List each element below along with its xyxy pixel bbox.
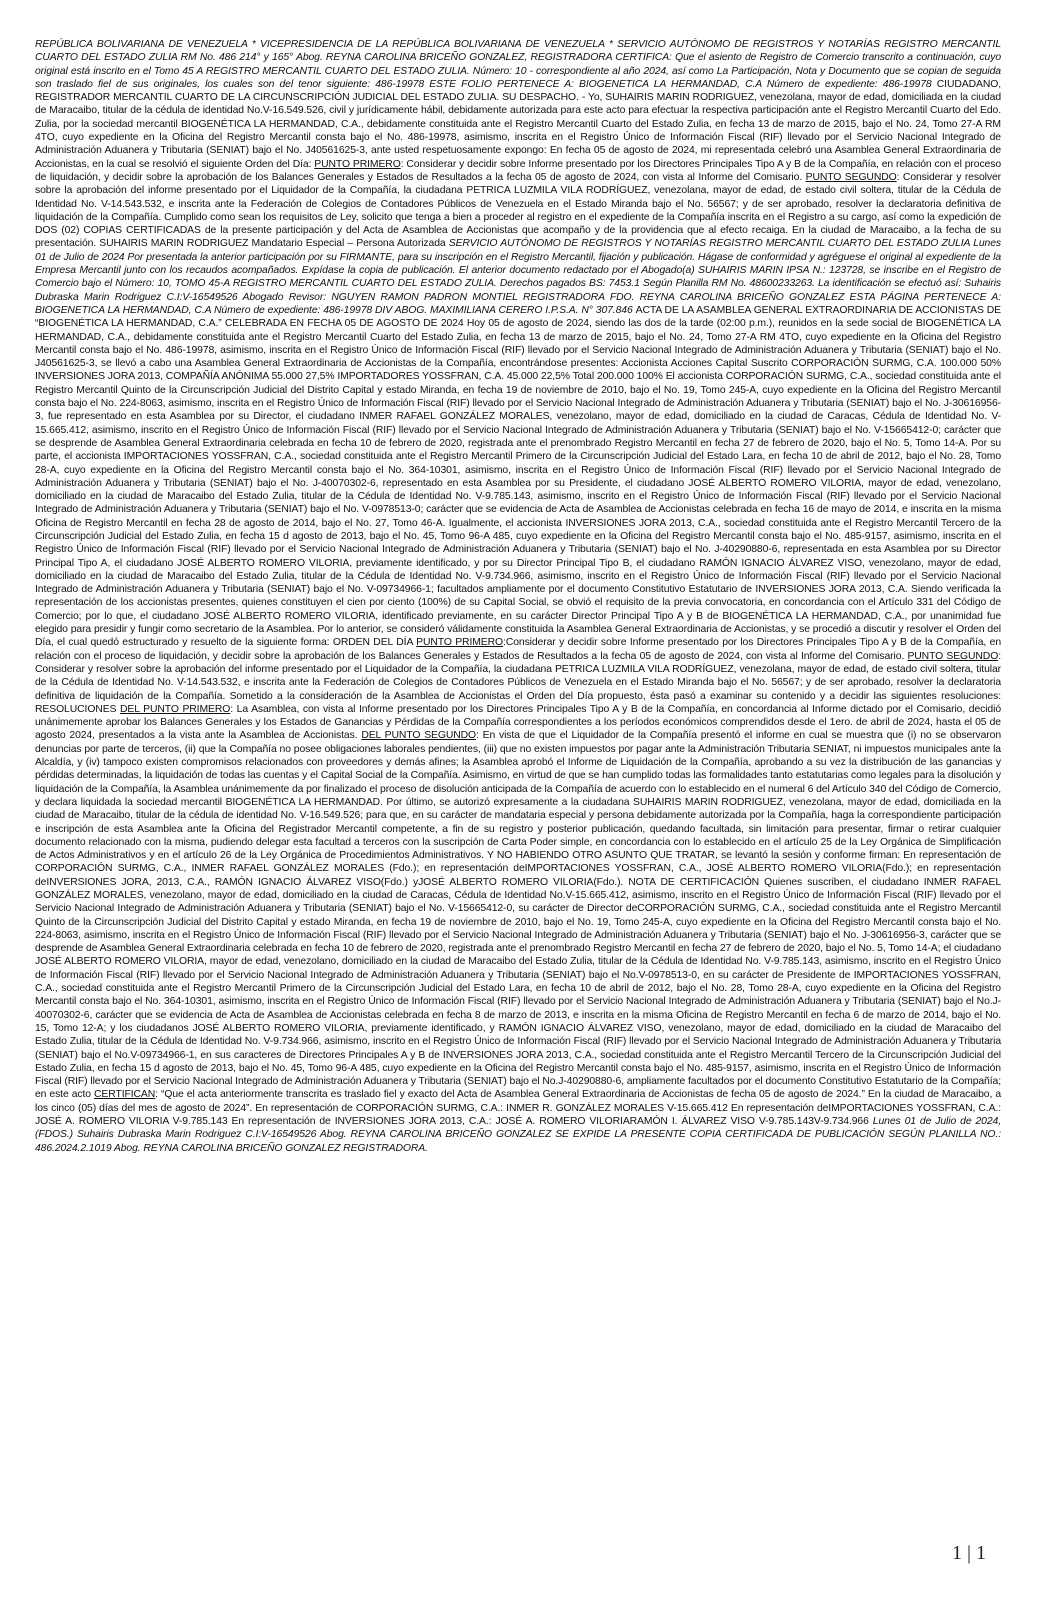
text-segment: DEL PUNTO PRIMERO — [120, 703, 231, 715]
text-segment: : Considerar y resolver sobre la aprobación del informe presentado por el Liquidador de la Compañía, la ciudadana PETRICA LUZMILA VILA RODRÍGUEZ, venezolana, mayor de edad, de estado civil soltera, titular de la Cédula de Identidad No. V-14.543.532, e inscrita ante la Federación de Colegios de Contadores Públicos de Venezuela en el Estado Miranda bajo el No. 56567; y de ser aprobado, resolver la declaratoria definitiva de liquidación de la Compañía. Cumplido como sean los requisitos de Ley, solicito que tenga a bien a proceder al registro en el expediente de la Compañía inscrita en el Registro a su cargo, así como la expedición de DOS (02) COPIAS CERTIFICADAS de la presente participación y del Acta de Asamblea de Accionistas que acompaño y de la providencia que al efecto recaiga. En la ciudad de Maracaibo, a la fecha de su presentación. SUHAIRIS MARIN RODRIGUEZ Mandatario Especial – Persona Autorizada — [35, 171, 1001, 250]
text-segment: REPÚBLICA BOLIVARIANA DE VENEZUELA * VICEPRESIDENCIA DE LA REPÚBLICA BOLIVARIANA DE VENEZUELA * SERVICIO AUTÓNOMO DE REGISTROS Y NOTARÍAS REGISTRO MERCANTIL CUARTO DEL ESTADO ZULIA RM No. 486 214° y 165° Abog. REYNA CAROLINA BRICEÑO GONZALEZ, REGISTRADORA CERTIFICA: Que el asiento de Registro de Comercio transcrito a continuación, cuyo original está inscrito en el Tomo 45 A REGISTRO MERCANTIL CUARTO DEL ESTADO ZULIA. Número: 10 - correspondiente al año 2024, así como La Participación, Nota y Documento que se copian de seguida son traslado fiel de sus originales, los cuales son del tenor siguiente: 486-19978 ESTE FOLIO PERTENECE A: BIOGENETICA LA HERMANDAD, C.A Número de expediente: 486-19978 — [35, 39, 1001, 90]
document-body — [35, 38, 1001, 1155]
text-segment: DEL PUNTO SEGUNDO — [361, 730, 477, 742]
text-segment: PUNTO PRIMERO — [314, 158, 401, 170]
text-segment: : En vista de que el Liquidador de la Compañía presentó el informe en cual se muestra que (i) no se observaron denuncias por parte de terceros, (ii) que la Compañía no posee obligaciones laborales pendientes, (iii) que no existen impuestos por pagar ante la Administración Tributaria SENIAT, ni impuestos municipales ante la Alcaldía, y (iv) tampoco existen compromisos relacionados con proveedores y demás afines; la Asamblea aprobó el Informe de Liquidación de la Compañía, aprobando a su vez la distribución de las ganancias y pérdidas determinadas, la liquidación de todas las cuentas y el Capital Social de la Compañía. Asimismo, en virtud de que se han cumplido todas las formalidades tanto estatutarias como legales para la disolución y liquidación de la Compañía, la Asamblea unánimemente da por finalizado el proceso de disolución anticipada de la Compañía de acuerdo con lo establecido en el numeral 6 del Artículo 340 del Código de Comercio, y declara liquidada la sociedad mercantil BIOGENÉTICA LA HERMANDAD. Por último, se autorizó expresamente a la ciudadana SUHAIRIS MARIN RODRIGUEZ, venezolana, mayor de edad, domiciliada en la ciudad de Maracaibo, titular de la cédula de identidad No. V-16.549.526; para que, en su carácter de mandataria especial y persona debidamente autorizada por la Compañía, haga la correspondiente participación e inscripción de esta Asamblea ante la Oficina del Registrador Mercantil competente, a fin de su registro y posterior publicación, quedando facultada, sin limitación para presentar, firmar o retirar cualquier documento relacionado con la misma, pudiendo delegar esta facultad a terceros con la suscripción de Carta Poder simple, en concordancia con lo establecido en el artículo 25 de la Ley Orgánica de Simplificación de Actos Administrativos y en el artículo 26 de la Ley Orgánica de Procedimientos Administrativos. Y NO HABIENDO OTRO ASUNTO QUE TRATAR, se levantó la sesión y conforme firman: En representación de CORPORACIÓN SURMG, C.A., INMER RAFAEL GONZÁLEZ MORALES (Fdo.); en representación deIMPORTACIONES YOSSFRAN, C.A., JOSÉ ALBERTO ROMERO VILORIA(Fdo.); en representación deINVERSIONES JORA, 2013, C.A., RAMÓN IGNACIO ÁLVAREZ VISO(Fdo.) yJOSÉ ALBERTO ROMERO VILORIA(Fdo.). NOTA DE CERTIFICACIÓN Quienes suscriben, el ciudadano INMER RAFAEL GONZÁLEZ MORALES, venezolano, mayor de edad, domiciliado en la ciudad de Caracas, Cédula de Identidad No.V-15.665.412, asimismo, inscrito en el Registro Único de Información Fiscal (RIF) llevado por el Servicio Nacional Integrado de Administración Aduanera y Tributaria (SENIAT) bajo el No. V-15665412-0, su carácter de Director deCORPORACIÓN SURMG, C.A., sociedad constituida ante el Registro Mercantil Quinto de la Circunscripción Judicial del Distrito Capital y estado Miranda, en fecha 19 de noviembre de 2010, bajo el No. 19, Tomo 245-A, cuyo expediente en la Oficina del Registro Mercantil consta bajo el No. 224-8063, asimismo, inscrita en el Registro Único de Información Fiscal (RIF) llevado por el Servicio Nacional Integrado de Administración Aduanera y Tributaria (SENIAT) bajo el No. J-30616956-3, carácter que se desprende de Asamblea General Extraordinaria celebrada en fecha 10 de febrero de 2020, registrada ante el prenombrado Registro Mercantil en fecha 27 de febrero de 2020, bajo el No. 5, Tomo 14-A; el ciudadano JOSÉ ALBERTO ROMERO VILORIA, mayor de edad, venezolano, domiciliado en la ciudad de Maracaibo del Estado Zulia, titular de la Cédula de Identidad No. V-9.785.143, asimismo, inscrito en el Registro Único de Información Fiscal (RIF) llevado por el Servicio Nacional Integrado de Administración Aduanera y Tributaria (SENIAT) bajo el No.V-0978513-0, en su carácter de Presidente de IMPORTACIONES YOSSFRAN, C.A., sociedad constituida ante el Registro Mercantil Primero de la Circunscripción Judicial del Estado Lara, en fecha 10 de abril de 2012, bajo el No. 28, Tomo 28-A, cuyo expediente en la Oficina del Registro Mercantil consta bajo el No. 364-10301, asimismo, inscrita en el Registro Único de Información Fiscal (RIF) llevado por el Servicio Nacional Integrado de Administración Aduanera y Tributaria (SENIAT) bajo el No.J-40070302-6, carácter que se evidencia de Acta de Asamblea de Accionistas celebrada en fecha 8 de marzo de 2013, e inscrita en la misma Oficina de Registro Mercantil en fecha 6 de marzo de 2014, bajo el No. 15, Tomo 12-A; y los ciudadanos JOSÉ ALBERTO ROMERO VILORIA, previamente identificado, y RAMÓN IGNACIO ÁLVAREZ VISO, venezolano, mayor de edad, domiciliado en la ciudad de Maracaibo del Estado Zulia, titular de la Cédula de Identidad No. V-9.734.966, asimismo, inscrito en el Registro Único de Información Fiscal (RIF) llevado por el Servicio Nacional Integrado de Administración Aduanera y Tributaria (SENIAT) bajo el No.V-09734966-1, en sus caracteres de Directores Principales A y B de INVERSIONES JORA 2013, C.A., sociedad constituida ante el Registro Mercantil Tercero de la Circunscripción Judicial del Estado Zulia, en fecha 15 d agosto de 2013, bajo el No. 45, Tomo 96-A 485, cuyo expediente en la Oficina del Registro Mercantil consta bajo el No. 485-9157, asimismo, inscrita en el Registro Único de Información Fiscal (RIF) llevado por el Servicio Nacional Integrado de Administración Aduanera y Tributaria (SENIAT) bajo el No.J-40290880-6, ampliamente facultados por el documento Constitutivo Estatutario de la Compañía; en este acto — [35, 730, 1002, 1101]
text-segment: :Considerar y decidir sobre Informe presentado por los Directores Principales Tipo A y B de la Compañía, en relación con el proceso de liquidación, y decidir sobre la aprobación de los Balances Generales y Estados de Resultados a la fecha 05 de agosto de 2024, con vista al Informe del Comisario. — [35, 637, 1001, 662]
text-segment: SERVICIO AUTÓNOMO DE REGISTROS Y NOTARÍAS REGISTRO MERCANTIL CUARTO DEL ESTADO ZULIA Lunes 01 de Julio de 2024 Por presentada la anterior participación por su FIRMANTE, para su inscripción en el Registro Mercantil, fijación y publicación. Hágase de conformidad y agréguese el original al expediente de la Empresa Mercantil junto con los recaudos acompañados. Expídase la copia de publicación. El anterior documento redactado por el Abogado(a) SUHAIRIS MARIN IPSA N.: 123728, se inscribe en el Registro de Comercio bajo el Número: 10, TOMO 45-A REGISTRO MERCANTIL CUARTO DEL ESTADO ZULIA. Derechos pagados BS: 7453.1 Según Planilla RM No. 48600233263. La identificación se efectuó así: Suhairis Dubraska Marin Rodriguez C.I:V-16549526 Abogado Revisor: NGUYEN RAMON PADRON MONTIEL REGISTRADORA FDO. REYNA CAROLINA BRICEÑO GONZALEZ ESTA PÁGINA PERTENECE A: BIOGENETICA LA HERMANDAD, C.A Número de expediente: 486-19978 DIV ABOG. MAXIMILIANA CERERO I.P.S.A. N° 307.846 — [35, 238, 1002, 316]
text-segment: Lunes 01 de Julio de 2024, (FDOS.) Suhairis Dubraska Marin Rodriguez C.I:V-16549526 Abog. REYNA CAROLINA BRICEÑO GONZALEZ SE EXPIDE LA PRESENTE COPIA CERTIFICADA DE PUBLICACIÓN SEGÚN PLANILLA NO.: 486.2024.2.1019 Abog. REYNA CAROLINA BRICEÑO GONZALEZ REGISTRADORA. — [35, 1116, 1001, 1154]
text-segment: CIUDADANO, REGISTRADOR MERCANTIL CUARTO DE LA CIRCUNSCRIPCIÓN JUDICIAL DEL ESTADO ZULIA. SU DESPACHO. - Yo, SUHAIRIS MARIN RODRIGUEZ, venezolana, mayor de edad, domiciliada en la ciudad de Maracaibo, titular de la cédula de identidad No.V-16.549.526, civil y jurídicamente hábil, debidamente autorizada para este acto para efectuar la respectiva participación ante el Registro Mercantil Cuarto del Edo. Zulia, por la sociedad mercantil BIOGENÉTICA LA HERMANDAD, C.A., debidamente constituida ante el Registro Mercantil Cuarto del Estado Zulia, en fecha 13 de marzo de 2015, bajo el No. 24, Tomo 27-A RM 4TO, cuyo expediente en la Oficina del Registro Mercantil consta bajo el No. 486-19978, asimismo, inscrita en el Registro Único de Información Fiscal (RIF) llevado por el Servicio Nacional Integrado de Administración Aduanera y Tributaria (SENIAT) bajo el No. J40561625-3, ante usted respetuosamente expongo: En fecha 05 de agosto de 2024, mi representada celebró una Asamblea General Extraordinaria de Accionistas, en la cual se resolvió el siguiente Orden del Día: — [35, 78, 1001, 170]
text-segment: : Considerar y resolver sobre la aprobación del informe presentado por el Liquidador de la Compañía, la ciudadana PETRICA LUZMILA VILA RODRÍGUEZ, venezolana, mayor de edad, de estado civil soltera, titular de la Cédula de Identidad No. V-14.543.532, e inscrita ante la Federación de Colegios de Contadores Públicos de Venezuela en el Estado Miranda bajo el No. 56567; y de ser aprobado, resolver la declaratoria definitiva de liquidación de la Compañía. Sometido a la consideración de la Asamblea de Accionistas el Orden del Día propuesto, ésta pasó a examinar su contenido y a decidir las siguientes resoluciones: RESOLUCIONES — [35, 650, 1001, 715]
page-number: 1 | 1 — [951, 1542, 986, 1564]
text-segment: ACTA DE LA ASAMBLEA GENERAL EXTRAORDINARIA DE ACCIONISTAS DE “BIOGENÉTICA LA HERMANDAD, C.A.” CELEBRADA EN FECHA 05 DE AGOSTO DE 2024 Hoy 05 de agosto de 2024, siendo las dos de la tarde (02:00 p.m.), reunidos en la sede social de BIOGENÉTICA LA HERMANDAD, C.A., debidamente constituida ante el Registro Mercantil Cuarto del Estado Zulia, en fecha 13 de marzo de 2015, bajo el No. 24, Tomo 27-A RM 4TO, cuyo expediente en la Oficina del Registro Mercantil consta bajo el No. 486-19978, asimismo, inscrita en el Registro Único de Información Fiscal (RIF) llevado por el Servicio Nacional Integrado de Administración Aduanera y Tributaria (SENIAT) bajo el No. J40561625-3, se llevó a cabo una Asamblea General Extraordinaria de Accionistas de la Compañía, encontrándose presentes: Accionista Acciones Capital Suscrito CORPORACIÓN SURMG, C.A. 100.000 50% INVERSIONES JORA 2013, COMPAÑÍA ANÓNIMA 55.000 27,5% IMPORTADORES YOSSFRAN, C.A. 45.000 22,5% Total 200.000 100% El accionista CORPORACIÓN SURMG, C.A., sociedad constituida ante el Registro Mercantil Quinto de la Circunscripción Judicial del Distrito Capital y estado Miranda, en fecha 19 de noviembre de 2010, bajo el No. 19, Tomo 245-A, cuyo expediente en la Oficina del Registro Mercantil consta bajo el No. 224-8063, asimismo, inscrita en el Registro Único de Información Fiscal (RIF) llevado por el Servicio Nacional Integrado de Administración Aduanera y Tributaria (SENIAT) bajo el No. J-30616956-3, fue representado en esta Asamblea por su Director, el ciudadano INMER RAFAEL GONZÁLEZ MORALES, venezolano, mayor de edad, domiciliado en la ciudad de Caracas, Cédula de Identidad No. V-15.665.412, asimismo, inscrito en el Registro Único de Información Fiscal (RIF) llevado por el Servicio Nacional Integrado de Administración Aduanera y Tributaria (SENIAT) bajo el No. V-15665412-0; carácter que se desprende de Asamblea General Extraordinaria celebrada en fecha 10 de febrero de 2020, registrada ante el prenombrado Registro Mercantil en fecha 27 de febrero de 2020, bajo el No. 5, Tomo 14-A. Por su parte, el accionista IMPORTACIONES YOSSFRAN, C.A., sociedad constituida ante el Registro Mercantil Primero de la Circunscripción Judicial del Estado Lara, en fecha 10 de abril de 2012, bajo el No. 28, Tomo 28-A, cuyo expediente en la Oficina del Registro Mercantil consta bajo el No. 364-10301, asimismo, inscrita en el Registro Único de Información Fiscal (RIF) llevado por el Servicio Nacional Integrado de Administración Aduanera y Tributaria (SENIAT) bajo el No. J-40070302-6, representado en esta Asamblea por su Presidente, el ciudadano JOSÉ ALBERTO ROMERO VILORIA, mayor de edad, venezolano, domiciliado en la ciudad de Maracaibo del Estado Zulia, titular de la Cédula de Identidad No. V-9.785.143, asimismo, inscrito en el Registro Único de Información Fiscal (RIF) llevado por el Servicio Nacional Integrado de Administración Aduanera y Tributaria (SENIAT) bajo el No. V-0978513-0; carácter que se evidencia de Acta de Asamblea de Accionistas celebrada en fecha 16 de mayo de 2014, e inscrita en la misma Oficina de Registro Mercantil en fecha 28 de agosto de 2014, bajo el No. 27, Tomo 46-A. Igualmente, el accionista INVERSIONES JORA 2013, C.A., sociedad constituida ante el Registro Mercantil Tercero de la Circunscripción Judicial del Estado Zulia, en fecha 15 d agosto de 2013, bajo el No. 45, Tomo 96-A 485, cuyo expediente en la Oficina del Registro Mercantil consta bajo el No. 485-9157, asimismo, inscrita en el Registro Único de Información Fiscal (RIF) llevado por el Servicio Nacional Integrado de Administración Aduanera y Tributaria (SENIAT) bajo el No. J-40290880-6, representada en esta Asamblea por su Director Principal Tipo A, el ciudadano JOSÉ ALBERTO ROMERO VILORIA, previamente identificado, y por su Director Principal Tipo B, el ciudadano RAMÓN IGNACIO ÁLVAREZ VISO, venezolano, mayor de edad, domiciliado en la ciudad de Maracaibo del Estado Zulia, titular de la Cédula de Identidad No. V-9.734.966, asimismo, inscrito en el Registro Único de Información Fiscal (RIF) llevado por el Servicio Nacional Integrado de Administración Aduanera y Tributaria (SENIAT) bajo el No. V-09734966-1; facultados ampliamente por el documento Constitutivo Estatutario de INVERSIONES JORA 2013, C.A. Siendo verificada la representación de los accionistas presentes, quienes constituyen el cien por ciento (100%) de su Capital Social, se obvió el requisito de la previa convocatoria, en concordancia con el Artículo 331 del Código de Comercio; por lo que, el ciudadano JOSÉ ALBERTO ROMERO VILORIA, identificado previamente, en su carácter Director Principal Tipo A y B de BIOGENÉTICA LA HERMANDAD, C.A., por unanimidad fue elegido para presidir y fungir como secretario de la Asamblea. Por lo anterior, se consideró válidamente constituida la Asamblea General Extraordinaria de Accionistas, y se procedió a discutir y resolver el Orden del Día, el cual quedó estructurado y resuelto de la siguiente forma: ORDEN DEL DÍA — [35, 304, 1001, 649]
text-segment: PUNTO SEGUNDO — [805, 171, 897, 183]
text-segment: PUNTO SEGUNDO — [907, 650, 999, 662]
text-segment: CERTIFICAN — [94, 1089, 156, 1101]
text-segment: : La Asamblea, con vista al Informe presentado por los Directores Principales Tipo A y B de la Compañía, en concordancia al Informe dictado por el Comisario, decidió unánimemente aprobar los Balances Generales y los Estados de Ganancias y Pérdidas de la Compañía correspondientes a los períodos económicos comprendidos desde el 1ero. de abril de 2024, hasta el 05 de agosto 2024, presentados a la vista ante la Asamblea de Accionistas. — [35, 703, 1001, 742]
text-segment: : Considerar y decidir sobre Informe presentado por los Directores Principales Tipo A y B de la Compañía, en relación con el proceso de liquidación, y decidir sobre la aprobación de los Balances Generales y Estados de Resultados a la fecha 05 de agosto de 2024, con vista al Informe del Comisario. — [35, 158, 1001, 183]
text-segment: : “Que el acta anteriormente transcrita es traslado fiel y exacto del Acta de Asamblea General Extraordinaria de Accionistas de fecha 05 de agosto de 2024.” En la ciudad de Maracaibo, a los cinco (05) días del mes de agosto de 2024”. En representación de CORPORACIÓN SURMG, C.A.: INMER R. GONZÁLEZ MORALES V-15.665.412 En representación deIMPORTACIONES YOSSFRAN, C.A.: JOSÉ A. ROMERO VILORIA V-9.785.143 En representación de INVERSIONES JORA 2013, C.A.: JOSÉ A. ROMERO VILORIARAMÓN I. ÁLVAREZ VISO V-9.785.143V-9.734.966 — [35, 1089, 1002, 1128]
text-segment: PUNTO PRIMERO — [416, 637, 504, 649]
